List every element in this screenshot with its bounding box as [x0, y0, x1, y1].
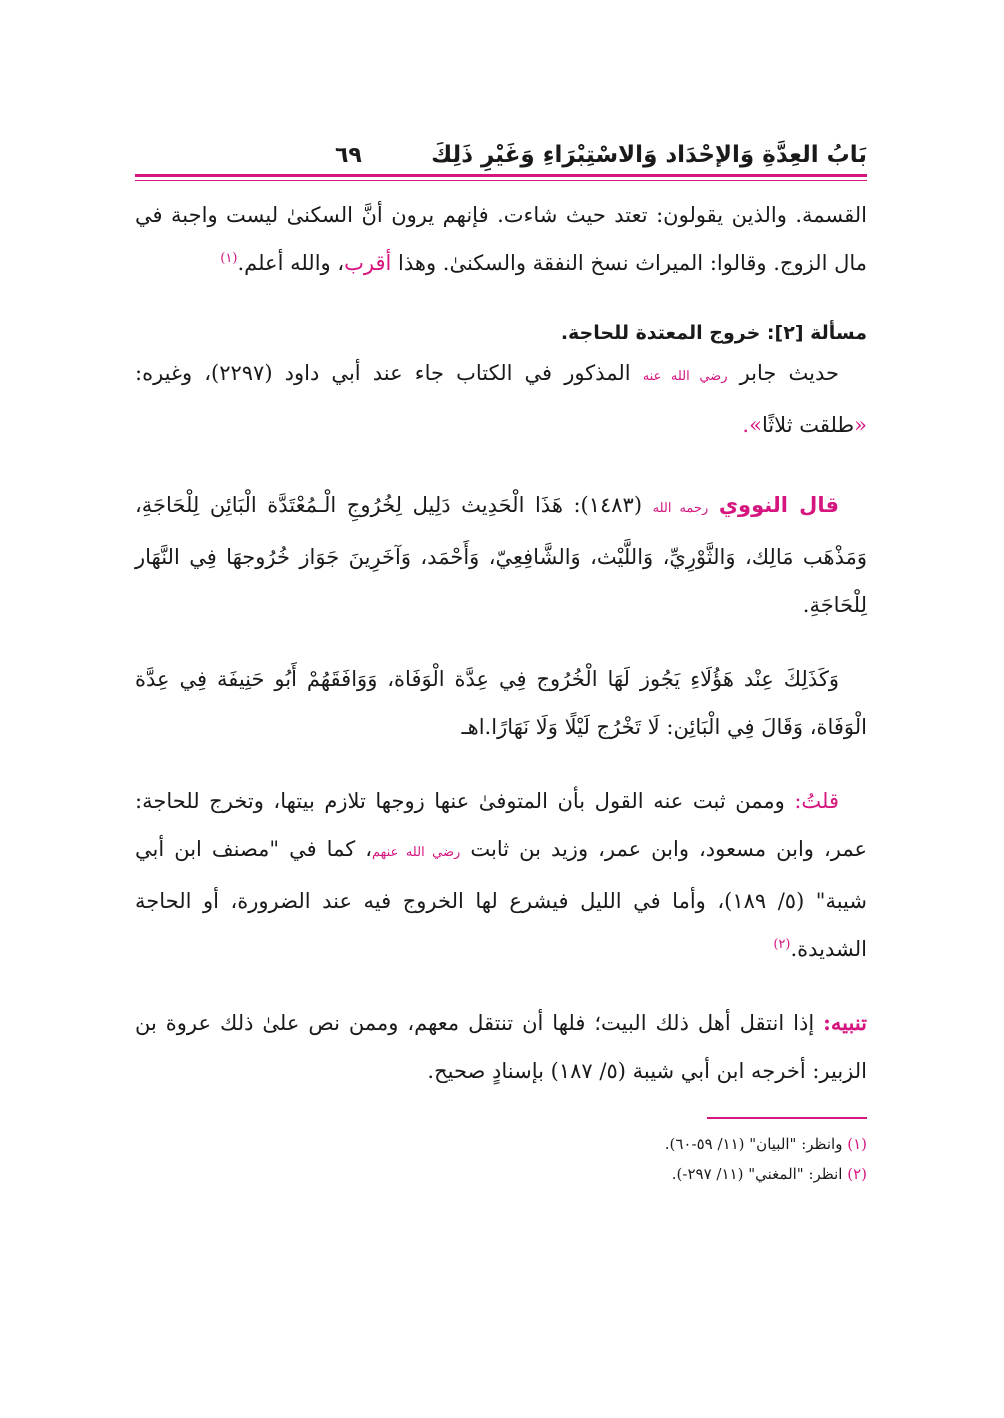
paragraph-author-note — [135, 777, 867, 973]
paragraph-text: ، كما في "مصنف ابن أبي شيبة" (٥/ ١٨٩)، وأما في الليل فيشرع لها الخروج فيه عند الضرورة، أو الحاجة الشديدة. — [135, 837, 867, 961]
quote-open: « — [854, 413, 867, 437]
honorific-mark: رضي الله عنهم — [372, 845, 461, 860]
paragraph-nawawi — [135, 481, 867, 629]
paragraph-line: القسمة. والذين يقولون: تعتد حيث شاءت. فإنهم يرون أنَّ السكنىٰ ليست واجبة — [171, 203, 867, 227]
footnote-ref-1[interactable]: (١) — [220, 251, 238, 266]
header-rule-thin — [135, 180, 867, 181]
footnote-rule — [707, 1117, 867, 1119]
footnote-2 — [135, 1159, 867, 1189]
page-number: ٦٩ — [335, 143, 362, 168]
paragraph-hadith — [135, 349, 867, 449]
quoted-text: وَكَذَلِكَ عِنْد هَؤُلَاءِ يَجُوز لَهَا الْخُرُوج فِي عِدَّة الْوَفَاة، وَوَافَقَهُمْ أَبُو حَنِيفَة فِي عِدَّة الْوَفَاة، وَقَالَ فِي الْبَائِن: لَا تَخْرُج لَيْلًا وَلَا نَهَارًا.اهـ — [135, 667, 867, 739]
masala-title: خروج المعتدة للحاجة. — [560, 322, 761, 344]
footnotes — [135, 1129, 867, 1189]
footnote-ref-2[interactable]: (٢) — [773, 937, 791, 952]
tanbih-label: تنبيه: — [823, 1010, 868, 1035]
footnote-text: وانظر: "البيان" (١١/ ٥٩-٦٠). — [664, 1135, 848, 1153]
scholar-name: قال النووي — [718, 493, 839, 517]
paragraph-text: المذكور في الكتاب جاء عند أبي داود (٢٢٩٧)، وغيره: — [135, 361, 643, 385]
running-title: بَابُ العِدَّةِ وَالإحْدَاد وَالاسْتِبْرَاءِ وَغَيْرِ ذَلِكَ — [431, 142, 867, 168]
paragraph-tanbih — [135, 999, 867, 1095]
honorific-mark: رحمه الله — [652, 501, 709, 516]
reference-number: (١٤٨٣): — [562, 493, 653, 517]
paragraph-quoted-continuation — [135, 655, 867, 751]
header-rule-thick — [135, 174, 867, 177]
quote-close: ». — [742, 413, 762, 437]
paragraph-text: إذا انتقل أهل ذلك البيت؛ فلها أن تنتقل معهم، وممن نص علىٰ ذلك عروة بن الزبير: أخرجه ابن أبي شيبة (٥/ ١٨٧) بإسنادٍ صحيح. — [135, 1011, 867, 1083]
body-text — [135, 191, 867, 1095]
masala-label: مسألة [٢]: — [766, 322, 867, 344]
footnote-mark: (١) — [847, 1135, 867, 1153]
honorific-mark: رضي الله عنه — [642, 369, 728, 384]
paragraph-text: حديث جابر — [727, 361, 839, 385]
footnote-mark: (٢) — [847, 1165, 867, 1183]
paragraph-continuation — [135, 191, 867, 287]
paragraph-text: وممن ثبت عنه القول بأن المتوفىٰ عنها زوجها تلازم بيتها، وتخرج للحاجة: عمر، وابن مسعود، وابن عمر، وزيد بن ثابت — [135, 789, 867, 861]
author-label: قلتُ: — [794, 789, 839, 813]
page-header — [135, 120, 867, 168]
accent-word: أقرب — [344, 251, 392, 275]
footnote-1 — [135, 1129, 867, 1159]
footnote-text: انظر: "المغني" (١١/ ٢٩٧-). — [671, 1165, 848, 1183]
paragraph-line: في مال الزوج. وقالوا: الميراث نسخ النفقة والسكنىٰ. وهذا — [135, 203, 867, 275]
masala-heading — [135, 317, 867, 349]
hadith-quote: طلقت ثلاثًا — [761, 413, 855, 437]
paragraph-line: ، والله أعلم. — [237, 251, 345, 275]
page — [135, 120, 867, 1189]
quoted-text: هَذَا الْحَدِيث دَلِيل لِخُرُوجِ الْـمُعْتَدَّة الْبَائِن لِلْحَاجَةِ، وَمَذْهَب مَالِك، وَالثَّوْرِيِّ، وَاللَّيْث، وَالشَّافِعِيّ، وَأَحْمَد، وَآخَرِينَ جَوَاز خُرُوجهَا فِي النَّهَار لِلْحَاجَةِ. — [135, 493, 867, 617]
